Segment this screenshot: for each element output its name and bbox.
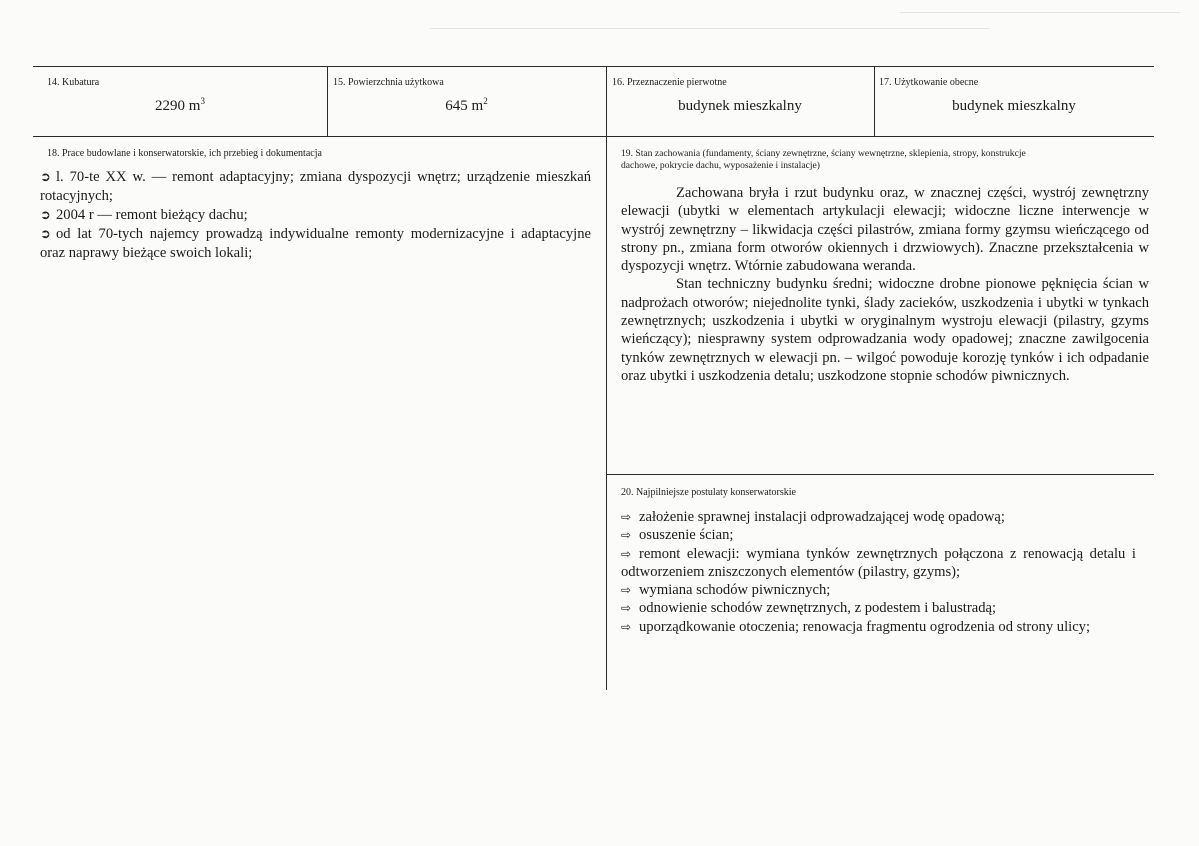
- arrow-right-icon: ⇨: [621, 510, 632, 524]
- list-item: ⇨ uporządkowanie otoczenia; renowacja fragmentu ogrodzenia od strony ulicy;: [621, 618, 1091, 635]
- stan-text: [621, 184, 1149, 385]
- arrow-bullet-icon: ➲: [40, 207, 51, 223]
- cell-powierzchnia-value: 645 $m^2$: [445, 96, 488, 114]
- cell-stan-label-line1: 19. Stan zachowania (fundamenty, ściany zewnętrzne, ściany wewnętrzne, sklepienia, stropy, konstrukcje: [621, 148, 1026, 159]
- stan-paragraph: Zachowana bryła i rzut budynku oraz, w znacznej części, wystrój zewnętrzny elewacji (ubytki w elementach artykulacji elewacji; widoczne liczne interwencje w wystrój zewnętrzny – likwidacja części pilastrów, zmiana formy gzymsu wieńczącego od strony pn., zmiana form otworów okiennych i drzwiowych). Znaczne przekształcenia w dyspozycji wnętrz. Wtórnie zabudowana weranda.: [621, 185, 1149, 275]
- list-item: ⇨ wymiana schodów piwnicznych;: [621, 582, 831, 599]
- list-item: ⇨ odnowienie schodów zewnętrznych, z podestem i balustradą;: [621, 600, 997, 617]
- list-item: ⇨ remont elewacji: wymiana tynków zewnętrznych połączona z renowacją detalu i odtworzeniem zniszczonych elementów (pilastry, gzyms);: [621, 545, 1136, 580]
- cell-kubatura-label: 14. Kubatura: [47, 77, 100, 88]
- postulaty-list: [621, 508, 1136, 636]
- arrow-bullet-icon: ➲: [40, 226, 51, 242]
- cell-kubatura-value: 2290 $m^3$: [155, 96, 205, 114]
- cell-19-20-divider: [607, 474, 1154, 475]
- main-col-divider: [606, 66, 607, 690]
- prace-list: [40, 168, 591, 262]
- arrow-right-icon: ⇨: [621, 546, 632, 561]
- arrow-right-icon: ⇨: [621, 619, 632, 634]
- cell-przeznaczenie-label: 16. Przeznaczenie pierwotne: [612, 77, 727, 88]
- list-item: ➲ l. 70-te XX w. — remont adaptacyjny; zmiana dyspozycji wnętrz; urządzenie mieszkań rotacyjnych;: [40, 169, 591, 205]
- arrow-right-icon: ⇨: [621, 601, 632, 616]
- arrow-right-icon: ⇨: [621, 583, 632, 598]
- table-top-border: [33, 66, 1154, 67]
- arrow-bullet-icon: ➲: [40, 170, 51, 185]
- scan-artifact: [900, 12, 1180, 13]
- cell-uzytkowanie-label: 17. Użytkowanie obecne: [879, 77, 979, 88]
- list-item: ⇨ osuszenie ścian;: [621, 527, 734, 544]
- arrow-right-icon: ⇨: [621, 528, 632, 543]
- cell-przeznaczenie-value: budynek mieszkalny: [678, 98, 802, 114]
- row-divider: [33, 136, 1154, 137]
- cell-powierzchnia-label: 15. Powierzchnia użytkowa: [333, 77, 444, 88]
- stan-paragraph: Stan techniczny budynku średni; widoczne drobne pionowe pęknięcia ścian w nadprożach otworów; niejednolite tynki, ślady zacieków, uszkodzenia i ubytki w tynkach zewnętrznych; uszkodzenia i ubytki w oryginalnym wystroju elewacji (pilastry, gzyms wieńczący); niesprawny system odprowadzania wody opadowej; znaczne zawilgocenia tynków zewnętrznych w elewacji pn. – wilgoć powoduje korozję tynków i ich odpadanie oraz ubytki i uszkodzenia detalu; uszkodzone stopnie schodów piwnicznych.: [621, 276, 1149, 384]
- cell-stan-label-line2: dachowe, pokrycie dachu, wyposażenie i instalacje): [621, 160, 820, 171]
- cell-prace-label: 18. Prace budowlane i konserwatorskie, ich przebieg i dokumentacja: [47, 148, 322, 159]
- scan-artifact: [430, 28, 990, 29]
- list-item: ➲ od lat 70-tych najemcy prowadzą indywidualne remonty modernizacyjne i adaptacyjne oraz naprawy bieżące swoich lokali;: [40, 225, 591, 262]
- list-item: ➲ 2004 r — remont bieżący dachu;: [40, 206, 591, 225]
- cell-postulaty-label: 20. Najpilniejsze postulaty konserwatorskie: [621, 487, 796, 498]
- cell-uzytkowanie-value: budynek mieszkalny: [952, 98, 1076, 114]
- list-item: ⇨ założenie sprawnej instalacji odprowadzającej wodę opadową;: [621, 509, 1005, 525]
